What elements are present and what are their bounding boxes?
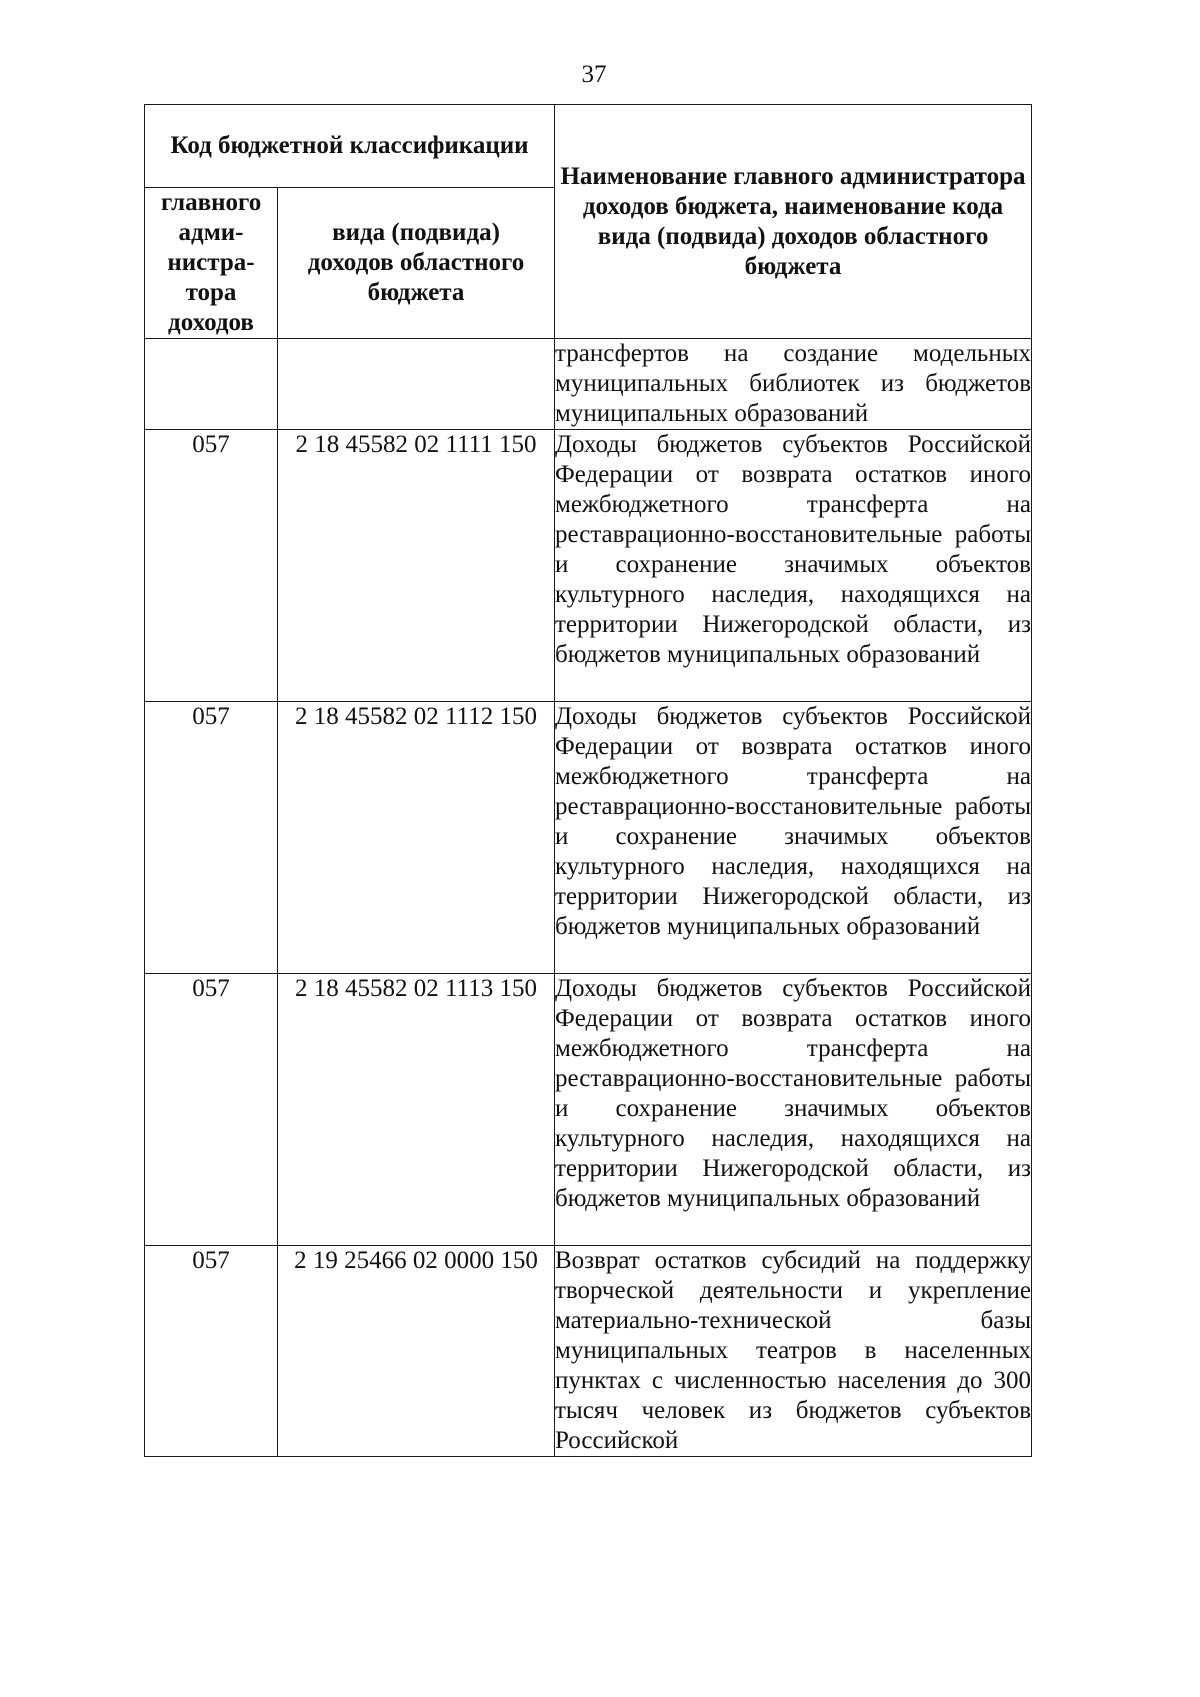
revenue-code-cell: 2 18 45582 02 1112 150 xyxy=(278,702,555,974)
header-admin-label: главного адми-нистра-тора доходов xyxy=(161,189,262,336)
table-row xyxy=(145,702,1032,974)
revenue-code-cell: 2 19 25466 02 0000 150 xyxy=(278,1246,555,1457)
header-budget-classification-code: Код бюджетной классификации xyxy=(145,105,555,188)
table-row xyxy=(145,430,1032,702)
revenue-name-cell: Доходы бюджетов субъектов Российской Федерации от возврата остатков иного межбюджетного трансферта на реставрационно-восстановительные работы и сохранение значимых объектов культурного наследия, находящихся на территории Нижегородской области, из бюджетов муниципальных образований xyxy=(555,430,1032,702)
header-name-column: Наименование главного администратора доходов бюджета, наименование кода вида (подвида) доходов областного бюджета xyxy=(555,105,1032,339)
page-number: 37 xyxy=(581,61,607,88)
table-body xyxy=(145,339,1032,1457)
budget-classification-table xyxy=(144,104,1032,1457)
header-admin-column xyxy=(145,188,278,339)
admin-code-cell: 057 xyxy=(145,1246,278,1457)
header-code-column xyxy=(278,188,555,339)
table-row xyxy=(145,339,1032,430)
revenue-code-cell: 2 18 45582 02 1113 150 xyxy=(278,974,555,1246)
admin-code-cell: 057 xyxy=(145,974,278,1246)
admin-code-cell: 057 xyxy=(145,430,278,702)
table-row xyxy=(145,974,1032,1246)
revenue-name-cell: Доходы бюджетов субъектов Российской Федерации от возврата остатков иного межбюджетного трансферта на реставрационно-восстановительные работы и сохранение значимых объектов культурного наследия, находящихся на территории Нижегородской области, из бюджетов муниципальных образований xyxy=(555,702,1032,974)
table-row xyxy=(145,1246,1032,1457)
revenue-name-cell: трансфертов на создание модельных муниципальных библиотек из бюджетов муниципальных образований xyxy=(555,339,1032,430)
revenue-name-cell: Возврат остатков субсидий на поддержку творческой деятельности и укрепление материально-технической базы муниципальных театров в населенных пунктах с численностью населения до 300 тысяч человек из бюджетов субъектов Российской xyxy=(555,1246,1032,1457)
admin-code-cell xyxy=(145,339,278,430)
admin-code-cell: 057 xyxy=(145,702,278,974)
revenue-code-cell: 2 18 45582 02 1111 150 xyxy=(278,430,555,702)
table-header xyxy=(145,105,1032,339)
revenue-name-cell: Доходы бюджетов субъектов Российской Федерации от возврата остатков иного межбюджетного трансферта на реставрационно-восстановительные работы и сохранение значимых объектов культурного наследия, находящихся на территории Нижегородской области, из бюджетов муниципальных образований xyxy=(555,974,1032,1246)
revenue-code-cell xyxy=(278,339,555,430)
header-code-label: вида (подвида) доходов областного бюджета xyxy=(307,219,525,306)
